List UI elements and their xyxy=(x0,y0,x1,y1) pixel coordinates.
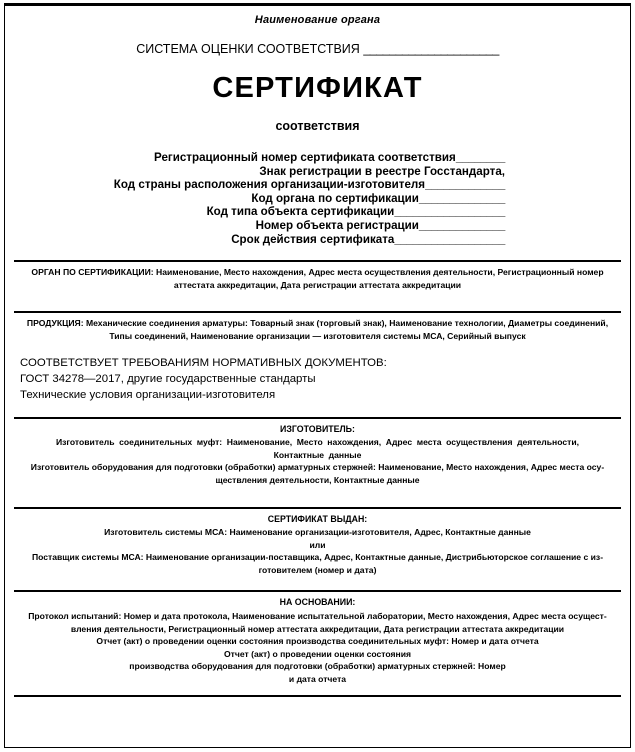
spacer xyxy=(12,487,623,507)
conformity-assessment-system-line xyxy=(12,42,623,56)
normative-line-specifications: Технические условия организации-изготовителя xyxy=(20,388,276,401)
certificate-title: СЕРТИФИКАТ xyxy=(212,72,423,104)
basis-heading: НА ОСНОВАНИИ: xyxy=(279,597,356,608)
manufacturer-line: Контактные данные xyxy=(273,449,362,460)
spacer xyxy=(12,686,623,695)
registration-line-country-code xyxy=(12,178,505,192)
spacer xyxy=(12,291,623,311)
registration-label: Срок действия сертификата xyxy=(231,232,395,246)
spacer xyxy=(12,246,623,260)
certificate-frame xyxy=(4,3,631,748)
issued-to-line: Поставщик системы МСА: Наименование организации-поставщика, Адрес, Контактные данные, Дистрибьюторское соглашение с из- xyxy=(31,552,604,563)
basis-line: Отчет (акт) о проведении оценки состояния производства соединительных муфт: Номер и дата отчета xyxy=(96,636,539,647)
spacer xyxy=(12,576,623,590)
issued-to-block xyxy=(12,509,623,577)
product-line: ПРОДУКЦИЯ: Механические соединения арматуры: Товарный знак (торговый знак), Наименование технологии, Диаметры соединений, xyxy=(26,318,609,329)
registration-label: Регистрационный номер сертификата соответствия xyxy=(154,151,456,164)
basis-line: вления деятельности, Регистрационный номер аттестата аккредитации, Дата регистрации аттестата аккредитации xyxy=(70,623,565,634)
registration-blank: __________________ xyxy=(394,232,505,246)
registration-label: Код типа объекта сертификации xyxy=(206,205,395,219)
section-divider-closing xyxy=(14,695,621,697)
registration-blank: ______________ xyxy=(418,191,505,205)
conformity-assessment-system-blank: _____________________ xyxy=(363,42,499,56)
registration-blank: ________ xyxy=(455,151,505,164)
normative-heading: СООТВЕТСТВУЕТ ТРЕБОВАНИЯМ НОРМАТИВНЫХ ДОКУМЕНТОВ: xyxy=(20,356,387,369)
basis-block xyxy=(12,592,623,685)
registration-line-object-type-code xyxy=(12,205,505,219)
issued-to-line: Изготовитель системы МСА: Наименование организации-изготовителя, Адрес, Контактные данные xyxy=(104,527,531,538)
registration-blank: __________________ xyxy=(394,205,505,219)
manufacturer-line: ществления деятельности, Контактные данные xyxy=(215,474,420,485)
spacer xyxy=(12,403,623,417)
certificate-content xyxy=(5,6,630,747)
issued-to-line-or: или xyxy=(309,539,326,550)
basis-line: Отчет (акт) о проведении оценки состояния xyxy=(223,648,412,659)
normative-line-gost: ГОСТ 34278—2017, другие государственные стандарты xyxy=(20,372,316,385)
manufacturer-line: Изготовитель оборудования для подготовки (обработки) арматурных стержней: Наименование, Место нахождения, Адрес места осу- xyxy=(30,462,605,473)
registration-line-body-code xyxy=(12,192,505,206)
registration-line-validity-period xyxy=(12,233,505,247)
certification-body-line: ОРГАН ПО СЕРТИФИКАЦИИ: Наименование, Место нахождения, Адрес места осуществления деятельности, Регистрационный номер xyxy=(31,267,604,278)
registration-fields xyxy=(12,151,623,246)
registration-blank: _____________ xyxy=(425,178,505,192)
registration-blank: ______________ xyxy=(418,218,505,232)
issuing-authority-name: Наименование органа xyxy=(254,14,381,26)
certification-body-block xyxy=(12,262,623,291)
manufacturer-block xyxy=(12,419,623,487)
registration-label: Номер объекта регистрации xyxy=(255,218,419,232)
registration-label: Код органа по сертификации xyxy=(251,191,419,205)
registration-line-registry-mark xyxy=(12,165,505,179)
manufacturer-line: Изготовитель соединительных муфт: Наименование, Место нахождения, Адрес места осуществления деятельности, xyxy=(55,437,580,448)
issued-to-line: готовителем (номер и дата) xyxy=(258,564,377,575)
registration-label: Код страны расположения организации-изготовителя xyxy=(113,178,426,192)
issued-to-heading: СЕРТИФИКАТ ВЫДАН: xyxy=(267,513,368,524)
manufacturer-heading: ИЗГОТОВИТЕЛЬ: xyxy=(280,423,355,434)
normative-documents-block xyxy=(12,343,623,403)
product-block xyxy=(12,313,623,342)
certification-body-line: аттестата аккредитации, Дата регистрации аттестата аккредитации xyxy=(173,279,462,290)
basis-line: Протокол испытаний: Номер и дата протокола, Наименование испытательной лаборатории, Место нахождения, Адрес места осущест- xyxy=(28,611,607,622)
conformity-assessment-system-label: СИСТЕМА ОЦЕНКИ СООТВЕТСТВИЯ xyxy=(136,42,360,56)
registration-label: Знак регистрации в реестре Госстандарта, xyxy=(259,164,505,178)
certificate-subtitle: соответствия xyxy=(275,119,360,133)
registration-line-object-number xyxy=(12,219,505,233)
product-line: Типы соединений, Наименование организации — изготовителя системы МСА, Серийный выпуск xyxy=(109,330,526,341)
basis-line: и дата отчета xyxy=(288,674,347,685)
registration-line-certificate-number xyxy=(12,151,505,165)
basis-line: производства оборудования для подготовки (обработки) арматурных стержней: Номер xyxy=(129,661,506,672)
